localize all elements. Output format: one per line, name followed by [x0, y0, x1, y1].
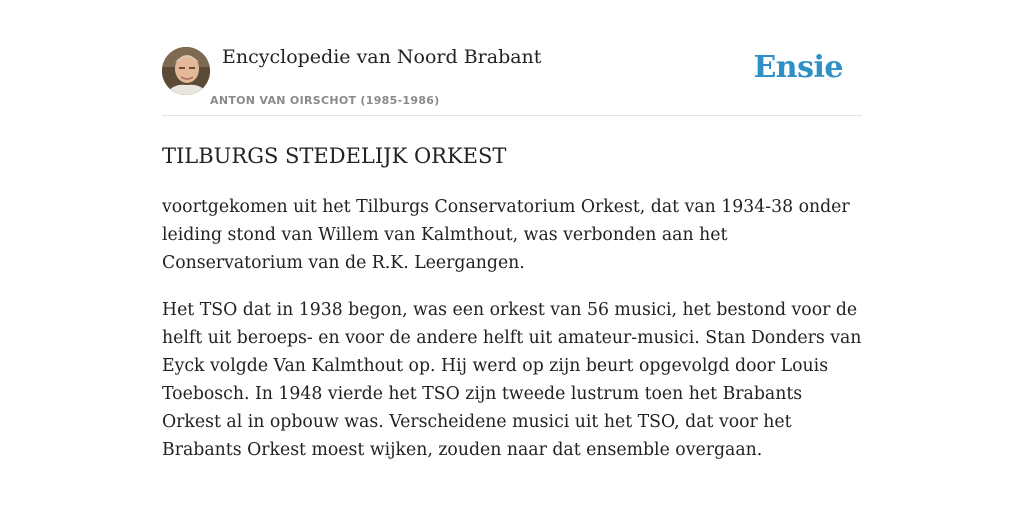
source-title[interactable]: Encyclopedie van Noord Brabant: [222, 46, 542, 68]
ensie-logo[interactable]: Ensie: [753, 50, 843, 85]
article-body: [162, 193, 862, 464]
author-name[interactable]: ANTON VAN OIRSCHOT (1985-1986): [210, 94, 440, 107]
article-paragraph: voortgekomen uit het Tilburgs Conservatorium Orkest, dat van 1934-38 onder leiding stond van Willem van Kalmthout, was verbonden aan het Conservatorium van de R.K. Leergangen.: [162, 197, 850, 273]
author-portrait-icon: [162, 47, 210, 95]
author-avatar[interactable]: [162, 47, 210, 95]
article-card: [162, 44, 862, 483]
article-title: TILBURGS STEDELIJK ORKEST: [162, 144, 507, 168]
article-header: [162, 44, 862, 116]
article-paragraph: Het TSO dat in 1938 begon, was een orkest van 56 musici, het bestond voor de helft uit beroeps- en voor de andere helft uit amateur-musici. Stan Donders van Eyck volgde Van Kalmthout op. Hij werd op zijn beurt opgevolgd door Louis Toebosch. In 1948 vierde het TSO zijn tweede lustrum toen het Brabants Orkest al in opbouw was. Verscheidene musici uit het TSO, dat voor het Brabants Orkest moest wijken, zouden naar dat ensemble overgaan.: [162, 300, 862, 460]
